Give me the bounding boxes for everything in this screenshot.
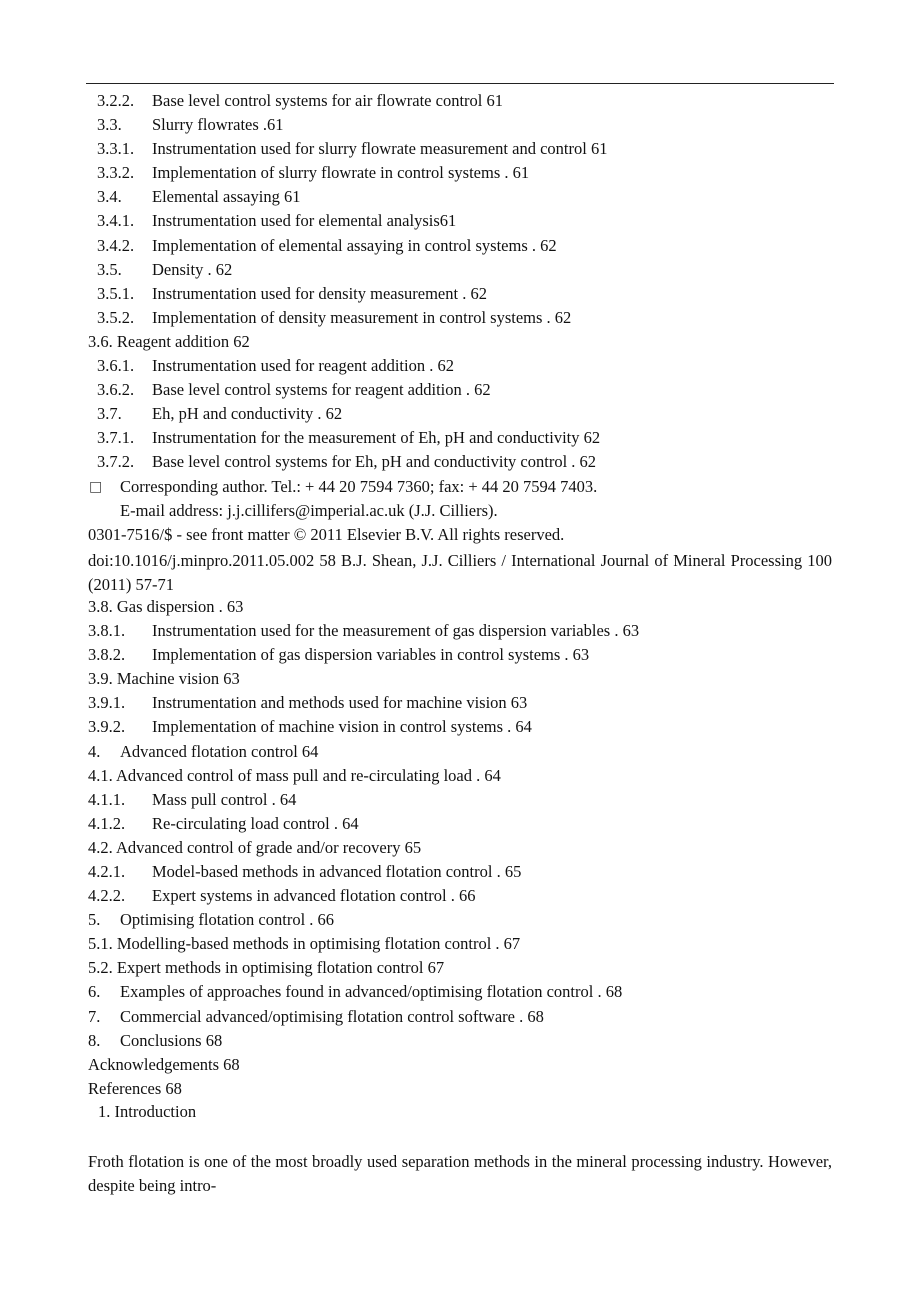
toc-number: 4.1.1. [88, 789, 126, 809]
toc-entry [0, 115, 920, 139]
toc-number: 3.9.1. [88, 693, 126, 713]
toc-entry [0, 717, 920, 741]
toc-number: 3.2.2. [97, 91, 135, 110]
toc-entry [0, 260, 920, 284]
toc-entry [0, 356, 920, 380]
toc-entry [0, 380, 920, 404]
toc-text: Expert systems in advanced flotation control . 66 [152, 886, 476, 906]
toc-text: Instrumentation for the measurement of Eh, pH and conductivity 62 [152, 428, 601, 448]
toc-text: Mass pull control . 64 [152, 789, 297, 809]
toc-text: 5.2. Expert methods in optimising flotation control 67 [88, 958, 445, 978]
toc-text: Model-based methods in advanced flotation control . 65 [152, 862, 522, 881]
toc-number: 3.9.2. [88, 717, 126, 737]
introduction-paragraph: Froth flotation is one of the most broadly used separation methods in the mineral processing industry. However, despite being intro- [88, 1152, 832, 1196]
toc-entry [0, 428, 920, 452]
toc-text: 5.1. Modelling-based methods in optimising flotation control . 67 [88, 934, 521, 954]
doi-running-header: doi:10.1016/j.minpro.2011.05.002 58 B.J. Shean, J.J. Cilliers / International Journal of Mineral Processing 100 (2011) 57-71 [88, 550, 832, 594]
toc-number: 3.6.1. [97, 356, 135, 376]
toc-number: 6. [88, 982, 101, 1002]
document-page [0, 91, 920, 1103]
toc-section-b [0, 356, 920, 476]
toc-number: 4.2.1. [88, 862, 126, 881]
toc-number: 3.7.1. [97, 428, 135, 448]
toc-entry [0, 814, 920, 838]
toc-text: Base level control systems for Eh, pH and conductivity control . 62 [152, 452, 597, 472]
toc-entry [0, 1007, 920, 1031]
toc-number: 3.7. [97, 404, 122, 424]
toc-text: Implementation of elemental assaying in control systems . 62 [152, 235, 557, 255]
section-heading-introduction: 1. Introduction [98, 1102, 197, 1121]
toc-text: Implementation of machine vision in control systems . 64 [152, 717, 532, 737]
toc-text: Instrumentation used for density measurement . 62 [152, 283, 487, 303]
toc-section-a [0, 91, 920, 332]
toc-text: Base level control systems for air flowrate control 61 [152, 91, 503, 110]
toc-text: Acknowledgements 68 [88, 1054, 240, 1074]
toc-number: 4.2.2. [88, 886, 126, 906]
toc-entry-reagent-addition: 3.6. Reagent addition 62 [88, 331, 250, 351]
toc-entry [0, 862, 920, 886]
toc-text: Conclusions 68 [120, 1030, 223, 1050]
toc-entry [0, 163, 920, 187]
toc-entry [0, 1055, 920, 1079]
toc-text: Instrumentation used for the measurement of gas dispersion variables . 63 [152, 621, 640, 641]
toc-text: Elemental assaying 61 [152, 187, 301, 207]
toc-number: 8. [88, 1030, 101, 1050]
toc-number: 3.3.2. [97, 163, 135, 183]
toc-text: Instrumentation and methods used for machine vision 63 [152, 693, 528, 713]
toc-entry [0, 452, 920, 476]
toc-text: Eh, pH and conductivity . 62 [152, 404, 343, 424]
toc-text: Optimising flotation control . 66 [120, 910, 335, 930]
toc-entry [0, 308, 920, 332]
toc-entry [0, 139, 920, 163]
toc-entry [0, 645, 920, 669]
toc-text: Slurry flowrates .61 [152, 115, 284, 135]
toc-entry [0, 91, 920, 115]
toc-number: 5. [88, 910, 101, 930]
toc-entry [0, 404, 920, 428]
toc-entry [0, 742, 920, 766]
toc-number: 3.4.2. [97, 235, 135, 255]
toc-number: 3.4. [97, 187, 122, 207]
toc-text: Advanced flotation control 64 [120, 741, 319, 761]
toc-number: 3.4.1. [97, 211, 135, 231]
toc-entry [0, 790, 920, 814]
toc-number: 3.7.2. [97, 452, 135, 472]
header-rule [86, 83, 834, 84]
toc-text: Base level control systems for reagent addition . 62 [152, 380, 491, 400]
toc-number: 3.3.1. [97, 139, 135, 159]
toc-text: Implementation of slurry flowrate in control systems . 61 [152, 163, 530, 183]
toc-text: Density . 62 [152, 259, 233, 279]
toc-entry [0, 958, 920, 982]
toc-number: 4.1.2. [88, 813, 126, 833]
footnote-email: E-mail address: j.j.cillifers@imperial.ac.uk (J.J. Cilliers). [120, 500, 498, 520]
toc-text: Instrumentation used for elemental analysis61 [152, 211, 457, 231]
toc-number: 3.8.1. [88, 621, 126, 641]
front-matter: 0301-7516/$ - see front matter © 2011 Elsevier B.V. All rights reserved. [88, 524, 565, 544]
toc-entry [0, 211, 920, 235]
toc-text: Examples of approaches found in advanced/optimising flotation control . 68 [120, 982, 623, 1002]
toc-text: Commercial advanced/optimising flotation control software . 68 [120, 1006, 544, 1026]
toc-text: Instrumentation used for reagent addition . 62 [152, 356, 454, 376]
toc-number: 7. [88, 1006, 101, 1026]
toc-entry [0, 597, 920, 621]
toc-text: 4.2. Advanced control of grade and/or recovery 65 [88, 837, 422, 857]
toc-entry [0, 838, 920, 862]
toc-entry [0, 1079, 920, 1103]
toc-entry [0, 236, 920, 260]
toc-entry [0, 886, 920, 910]
toc-text: Implementation of gas dispersion variables in control systems . 63 [152, 645, 590, 665]
toc-entry [0, 669, 920, 693]
toc-text: 4.1. Advanced control of mass pull and re-circulating load . 64 [88, 765, 501, 785]
footnote-mark-icon: □ [89, 478, 103, 495]
toc-number: 4. [88, 741, 101, 761]
toc-number: 3.5.2. [97, 307, 135, 327]
toc-number: 3.5. [97, 259, 122, 279]
toc-number: 3.5.1. [97, 283, 135, 303]
toc-number: 3.3. [97, 115, 122, 135]
toc-entry [0, 766, 920, 790]
toc-entry [0, 982, 920, 1006]
toc-text: Implementation of density measurement in control systems . 62 [152, 307, 572, 327]
toc-entry [0, 934, 920, 958]
toc-text: Instrumentation used for slurry flowrate measurement and control 61 [152, 139, 608, 159]
footnote-author: □ Corresponding author. Tel.: + 44 20 7594 7360; fax: + 44 20 7594 7403. [89, 476, 598, 496]
toc-number: 3.8.2. [88, 645, 126, 665]
toc-number: 3.6.2. [97, 380, 135, 400]
toc-entry [0, 1031, 920, 1055]
toc-entry [0, 693, 920, 717]
toc-entry [0, 187, 920, 211]
toc-entry [0, 910, 920, 934]
toc-entry [0, 621, 920, 645]
toc-text: 3.8. Gas dispersion . 63 [88, 596, 244, 616]
toc-section-c [0, 597, 920, 1103]
toc-text: Re-circulating load control . 64 [152, 813, 359, 833]
toc-text: 3.9. Machine vision 63 [88, 669, 240, 689]
toc-entry [0, 284, 920, 308]
toc-text: References 68 [88, 1078, 182, 1098]
